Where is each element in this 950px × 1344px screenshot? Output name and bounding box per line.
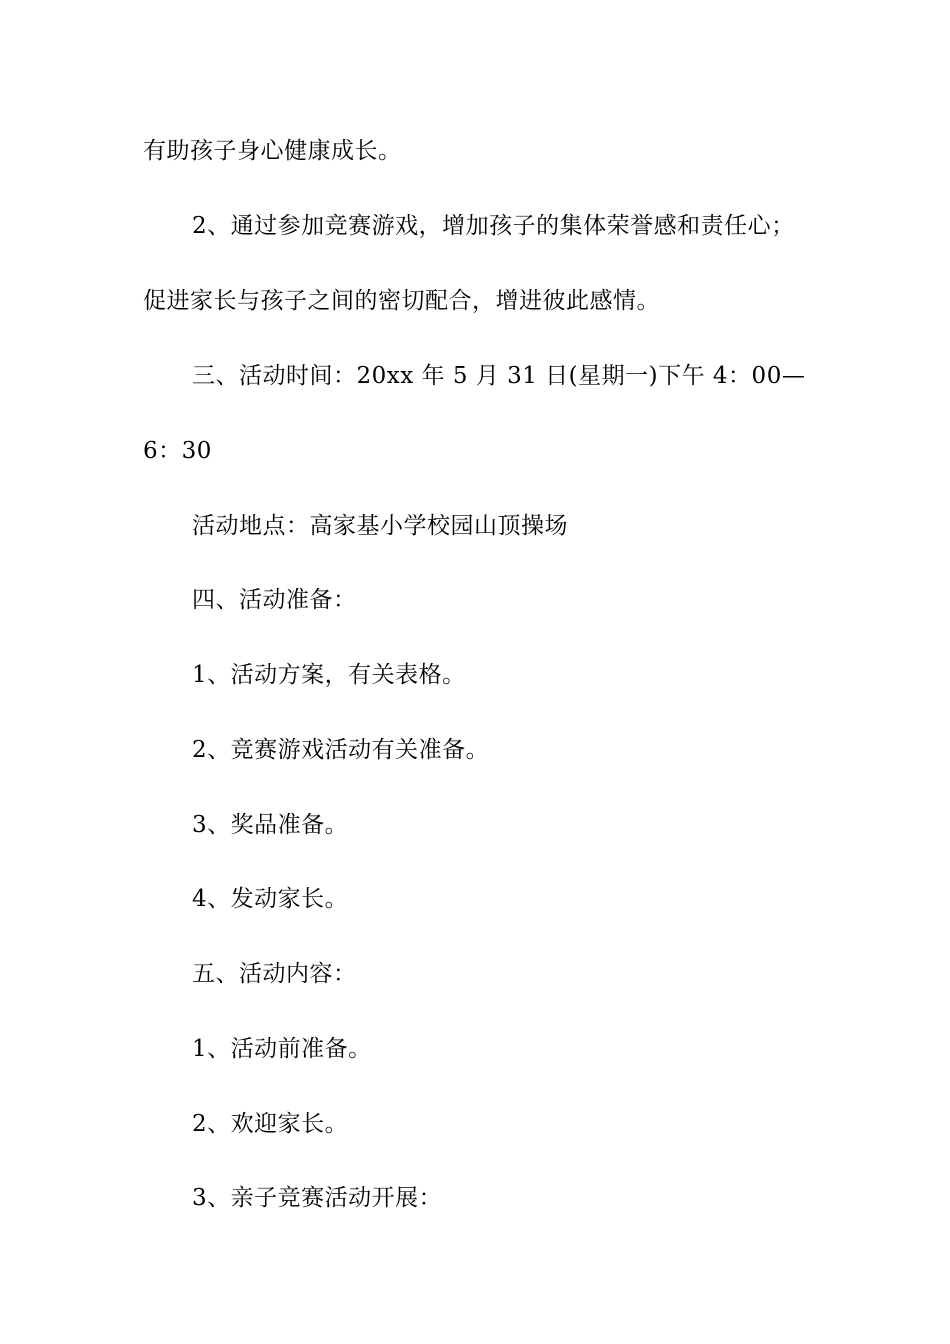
section-heading: 四、活动准备： [192,587,357,613]
paragraph-line: 6：30 [143,438,212,464]
list-item: 1、活动方案，有关表格。 [192,662,466,688]
list-item: 3、奖品准备。 [192,812,349,838]
list-item: 1、活动前准备。 [192,1036,372,1062]
paragraph-line: 活动地点：高家基小学校园山顶操场 [192,513,568,539]
paragraph-line: 2、通过参加竞赛游戏，增加孩子的集体荣誉感和责任心； [192,213,795,239]
list-item: 4、发动家长。 [192,886,349,912]
paragraph-line: 有助孩子身心健康成长。 [143,138,402,164]
list-item: 2、竞赛游戏活动有关准备。 [192,737,490,763]
list-item: 2、欢迎家长。 [192,1111,349,1137]
paragraph-line: 促进家长与孩子之间的密切配合，增进彼此感情。 [143,288,660,314]
section-heading: 三、活动时间：20xx 年 5 月 31 日(星期一)下午 4：00— [192,363,806,389]
section-heading: 五、活动内容： [192,961,357,987]
list-item: 3、亲子竞赛活动开展： [192,1185,443,1211]
